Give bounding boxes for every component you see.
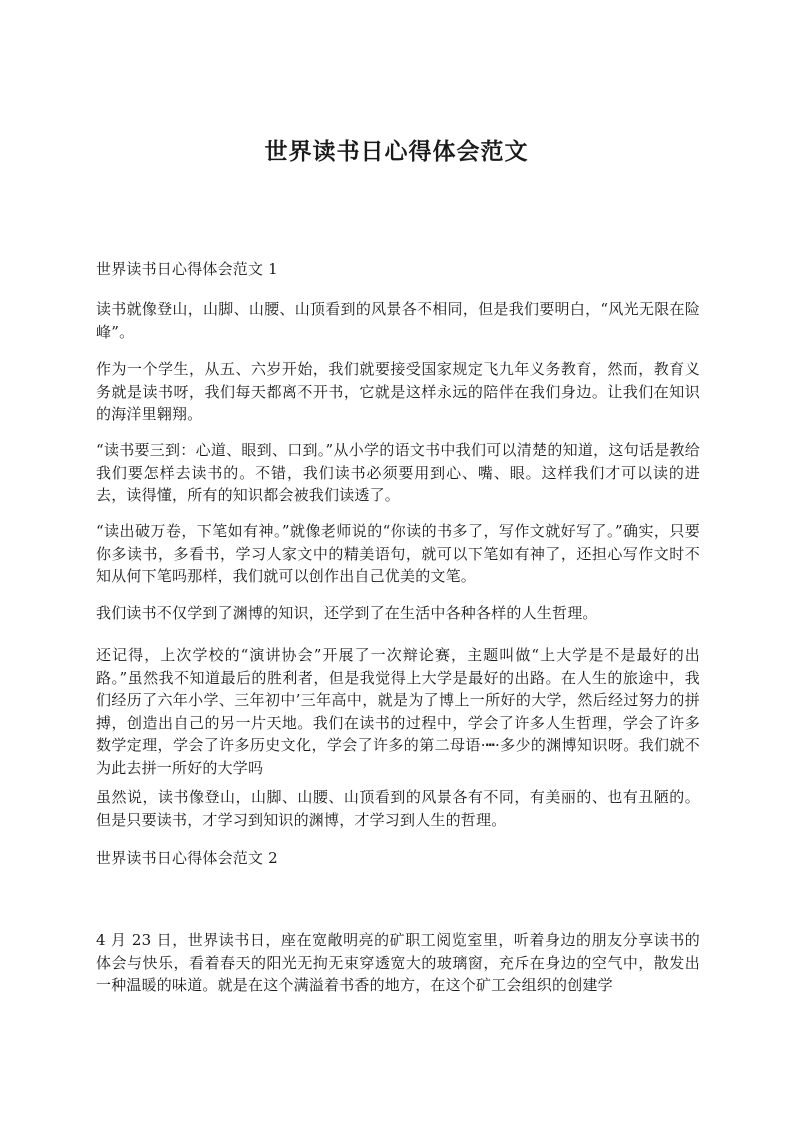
paragraph: 虽然说，读书像登山，山脚、山腰、山顶看到的风景各有不同，有美丽的、也有丑陋的。但是只要读书，才学习到知识的渊博，才学习到人生的哲理。 [96,788,700,829]
paragraph: 读书就像登山，山脚、山腰、山顶看到的风景各不相同，但是我们要明白，“风光无限在险峰”。 [96,300,700,341]
paragraph: 4 月 23 日，世界读书日，座在宽敞明亮的矿职工阅览室里，听着身边的朋友分享读书的体会与快乐，看着春天的阳光无拘无束穿透宽大的玻璃窗，充斥在身边的空气中，散发出一种温暖的味道。就是在这个满溢着书香的地方，在这个矿工会组织的创建学 [96,931,700,994]
section-heading-1: 世界读书日心得体会范文 1 [96,260,278,278]
paragraph: 还记得，上次学校的“演讲协会”开展了一次辩论赛，主题叫做“上大学是不是最好的出路。”虽然我不知道最后的胜利者，但是我觉得上大学是最好的出路。在人生的旅途中，我们经历了六年小学、三年初中’三年高中，就是为了博上一所好的大学，然后经过努力的拼搏，创造出自己的另一片天地。我们在读书的过程中，学会了许多人生哲理，学会了许多数学定理，学会了许多历史文化，学会了许多的第二母语·┅·多少的渊博知识呀。我们就不为此去拼一所好的大学吗 [96,646,700,777]
paragraph: 作为一个学生，从五、六岁开始，我们就要接受国家规定飞九年义务教育，然而，教育义务就是读书呀，我们每天都离不开书，它就是这样永远的陪伴在我们身边。让我们在知识的海洋里翱翔。 [96,360,700,423]
section-heading-2: 世界读书日心得体会范文 2 [96,849,278,867]
paragraph: 我们读书不仅学到了渊博的知识，还学到了在生活中各种各样的人生哲理。 [96,604,598,622]
paragraph: “读出破万卷，下笔如有神。”就像老师说的“你读的书多了，写作文就好写了。”确实，只要你多读书，多看书，学习人家文中的精美语句，就可以下笔如有神了，还担心写作文时不知从何下笔吗那样，我们就可以创作出自己优美的文笔。 [96,522,700,585]
document-title: 世界读书日心得体会范文 [264,139,529,165]
paragraph: “读书要三到：心道、眼到、口到。”从小学的语文书中我们可以清楚的知道，这句话是教给我们要怎样去读书的。不错，我们读书必须要用到心、嘴、眼。这样我们才可以读的进去，读得懂，所有的知识都会被我们读透了。 [96,441,700,504]
